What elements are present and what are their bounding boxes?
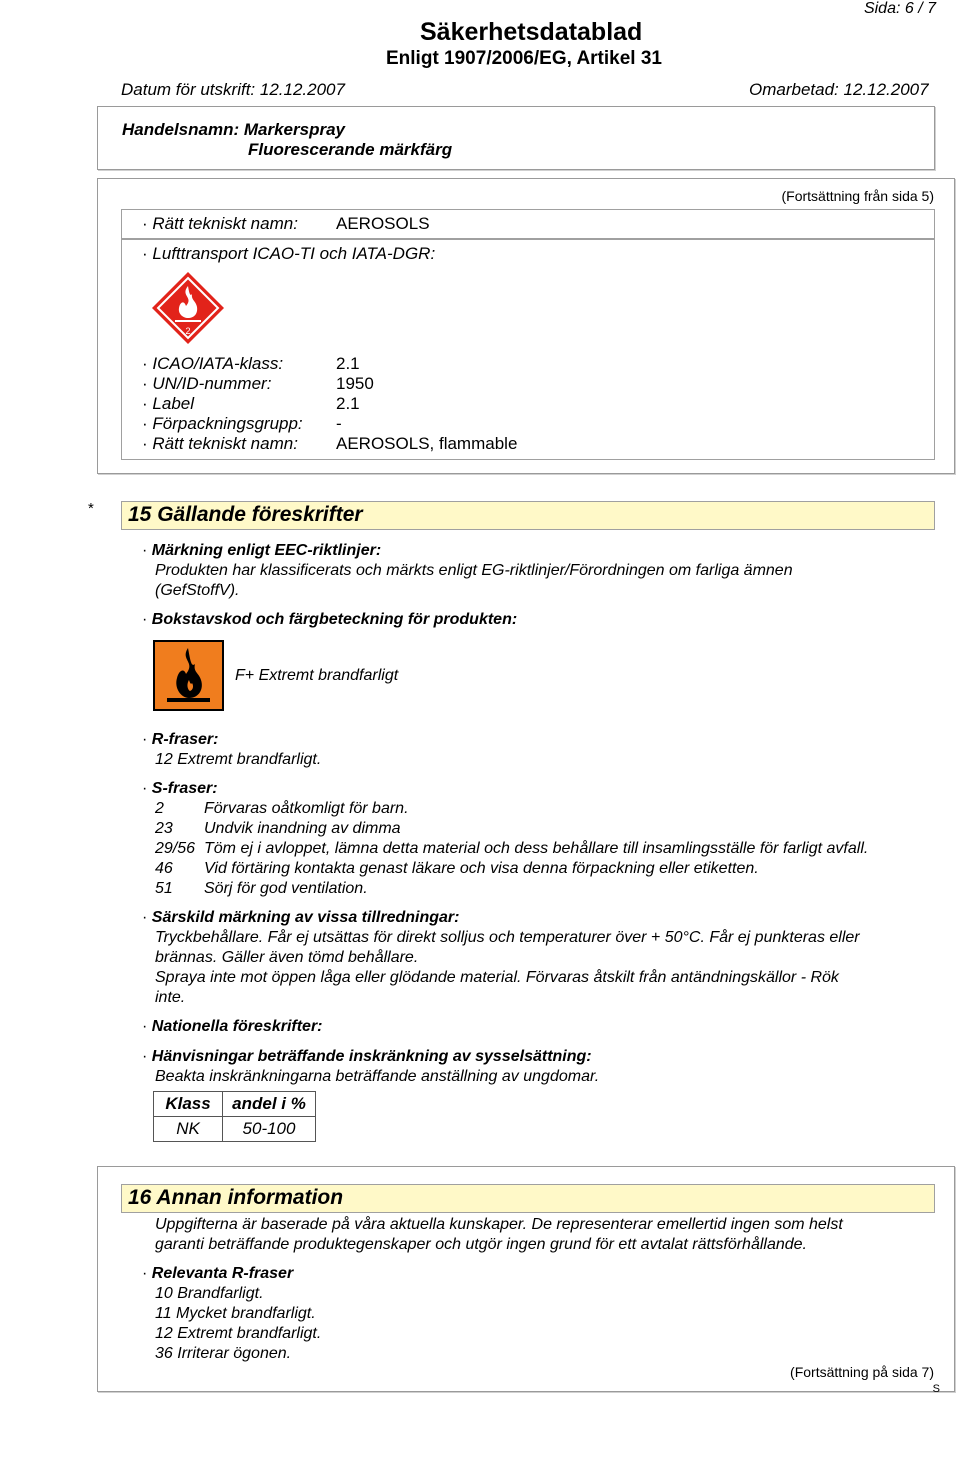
special-row: · Särskild märkning av vissa tillredningar: — [142, 909, 460, 926]
page-number: Sida: 6 / 7 — [863, 0, 936, 17]
s-phrase-text: Undvik inandning av dimma — [204, 820, 401, 837]
tech-name2-label: Rätt tekniskt namn: — [152, 434, 298, 453]
tech-name2-row: · Rätt tekniskt namn: — [142, 434, 298, 453]
relevant-phrase: 12 Extremt brandfarligt. — [155, 1325, 322, 1342]
packing-label: Förpackningsgrupp: — [152, 414, 303, 433]
label-row: · Label — [142, 394, 195, 413]
relevant-phrase: 10 Brandfarligt. — [155, 1285, 264, 1302]
continued-from: (Fortsättning från sida 5) — [781, 188, 934, 204]
packing-row: · Förpackningsgrupp: — [142, 414, 303, 433]
special-text-3: Spraya inte mot öppen låga eller glödande material. Förvaras åtskilt från antändningskällor - Rök — [155, 969, 839, 986]
document-title: Säkerhetsdatablad — [420, 18, 643, 46]
packing-value: - — [336, 414, 342, 433]
relevant-heading: Relevanta R-fraser — [151, 1265, 294, 1282]
national-row: · Nationella föreskrifter: — [142, 1018, 323, 1035]
footer-letter: S — [932, 1383, 940, 1395]
r-row: · R-fraser: — [142, 731, 219, 748]
s-phrase-code: 46 — [155, 860, 173, 877]
flame-hazard-icon — [153, 640, 224, 711]
tech-name2-value: AEROSOLS, flammable — [336, 434, 518, 453]
print-date: Datum för utskrift: 12.12.2007 — [121, 80, 345, 99]
icao-class-label: ICAO/IATA-klass: — [152, 354, 284, 373]
document-subtitle: Enligt 1907/2006/EG, Artikel 31 — [386, 48, 662, 69]
tech-name-row: · Rätt tekniskt namn: — [142, 214, 298, 233]
section-15-header-bar — [121, 501, 935, 530]
s-phrase-code: 51 — [155, 880, 173, 897]
s-phrase-text: Förvaras oåtkomligt för barn. — [204, 800, 409, 817]
r-text: 12 Extremt brandfarligt. — [155, 751, 322, 768]
employment-heading: Hänvisningar beträffande inskränkning av sysselsättning: — [151, 1048, 592, 1065]
air-transport-row: · Lufttransport ICAO-TI och IATA-DGR: — [142, 244, 436, 263]
special-heading: Särskild märkning av vissa tillredningar: — [151, 909, 460, 926]
continued-to: (Fortsättning på sida 7) — [790, 1364, 934, 1380]
diamond-class-number: 2 — [185, 326, 191, 336]
hazard-label: F+ Extremt brandfarligt — [235, 667, 399, 684]
info-text-1: Uppgifterna är baserade på våra aktuella kunskaper. De representerar emellertid ingen som helst — [155, 1216, 843, 1233]
employment-row: · Hänvisningar beträffande inskränkning av sysselsättning: — [142, 1048, 592, 1065]
section-16-title: 16 Annan information — [128, 1186, 344, 1209]
un-row: · UN/ID-nummer: — [142, 374, 272, 393]
icao-class-row: · ICAO/IATA-klass: — [142, 354, 284, 373]
s-phrase-code: 23 — [155, 820, 173, 837]
relevant-phrase: 36 Irriterar ögonen. — [155, 1345, 292, 1362]
employment-text: Beakta inskränkningarna beträffande anställning av ungdomar. — [155, 1068, 600, 1085]
table-row — [154, 1117, 316, 1142]
section-15-title: 15 Gällande föreskrifter — [128, 503, 363, 526]
relevant-phrase: 11 Mycket brandfarligt. — [155, 1305, 316, 1322]
revised-date: Omarbetad: 12.12.2007 — [749, 80, 929, 99]
trade-name-box — [97, 106, 935, 170]
relevant-row: · Relevanta R-fraser — [142, 1265, 294, 1282]
un-label: UN/ID-nummer: — [152, 374, 272, 393]
info-text-2: garanti beträffande produktegenskaper och utgör ingen grund för ett avtalat rättsförhållande. — [155, 1236, 807, 1253]
s-phrase-code: 2 — [155, 800, 164, 817]
code-row: · Bokstavskod och färgbeteckning för produkten: — [142, 611, 518, 628]
table-header-row — [154, 1092, 316, 1117]
special-text-1: Tryckbehållare. Får ej utsättas för direkt solljus och temperaturer över + 50°C. Får ej punkteras eller — [155, 929, 860, 946]
label-value: 2.1 — [336, 394, 360, 413]
label-label: Label — [152, 394, 195, 413]
change-marker: * — [88, 500, 94, 517]
s-phrase-text: Vid förtäring kontakta genast läkare och visa denna förpackning eller etiketten. — [204, 860, 759, 877]
marking-row: · Märkning enligt EEC-riktlinjer: — [142, 542, 382, 559]
un-value: 1950 — [336, 374, 374, 393]
table-cell: NK — [154, 1117, 223, 1142]
flammable-gas-diamond-icon — [150, 270, 226, 346]
class-table — [153, 1091, 316, 1142]
marking-heading: Märkning enligt EEC-riktlinjer: — [151, 542, 382, 559]
s-heading: S-fraser: — [151, 780, 218, 797]
table-header-cell: andel i % — [223, 1092, 316, 1117]
trade-name-line2: Fluorescerande märkfärg — [248, 140, 453, 159]
national-heading: Nationella föreskrifter: — [151, 1018, 323, 1035]
special-text-4: inte. — [155, 989, 186, 1006]
section-16-header-bar — [121, 1184, 935, 1213]
tech-name-label: Rätt tekniskt namn: — [152, 214, 298, 233]
code-heading: Bokstavskod och färgbeteckning för produkten: — [151, 611, 518, 628]
trade-name: Handelsnamn: Markerspray — [122, 120, 345, 139]
air-transport-heading: Lufttransport ICAO-TI och IATA-DGR: — [152, 244, 436, 263]
s-row: · S-fraser: — [142, 780, 218, 797]
marking-text-2: (GefStoffV). — [155, 582, 240, 599]
special-text-2: brännas. Gäller även tömd behållare. — [155, 949, 419, 966]
table-header-cell: Klass — [154, 1092, 223, 1117]
s-phrase-text: Sörj för god ventilation. — [204, 880, 368, 897]
s-phrase-code: 29/56 — [155, 840, 196, 857]
icao-class-value: 2.1 — [336, 354, 360, 373]
r-heading: R-fraser: — [151, 731, 219, 748]
s-phrase-text: Töm ej i avloppet, lämna detta material och dess behållare till insamlingsställe för farligt avfall. — [204, 840, 869, 857]
tech-name-value: AEROSOLS — [336, 214, 430, 233]
table-cell: 50-100 — [223, 1117, 316, 1142]
marking-text-1: Produkten har klassificerats och märkts enligt EG-riktlinjer/Förordningen om farliga ämnen — [155, 562, 793, 579]
